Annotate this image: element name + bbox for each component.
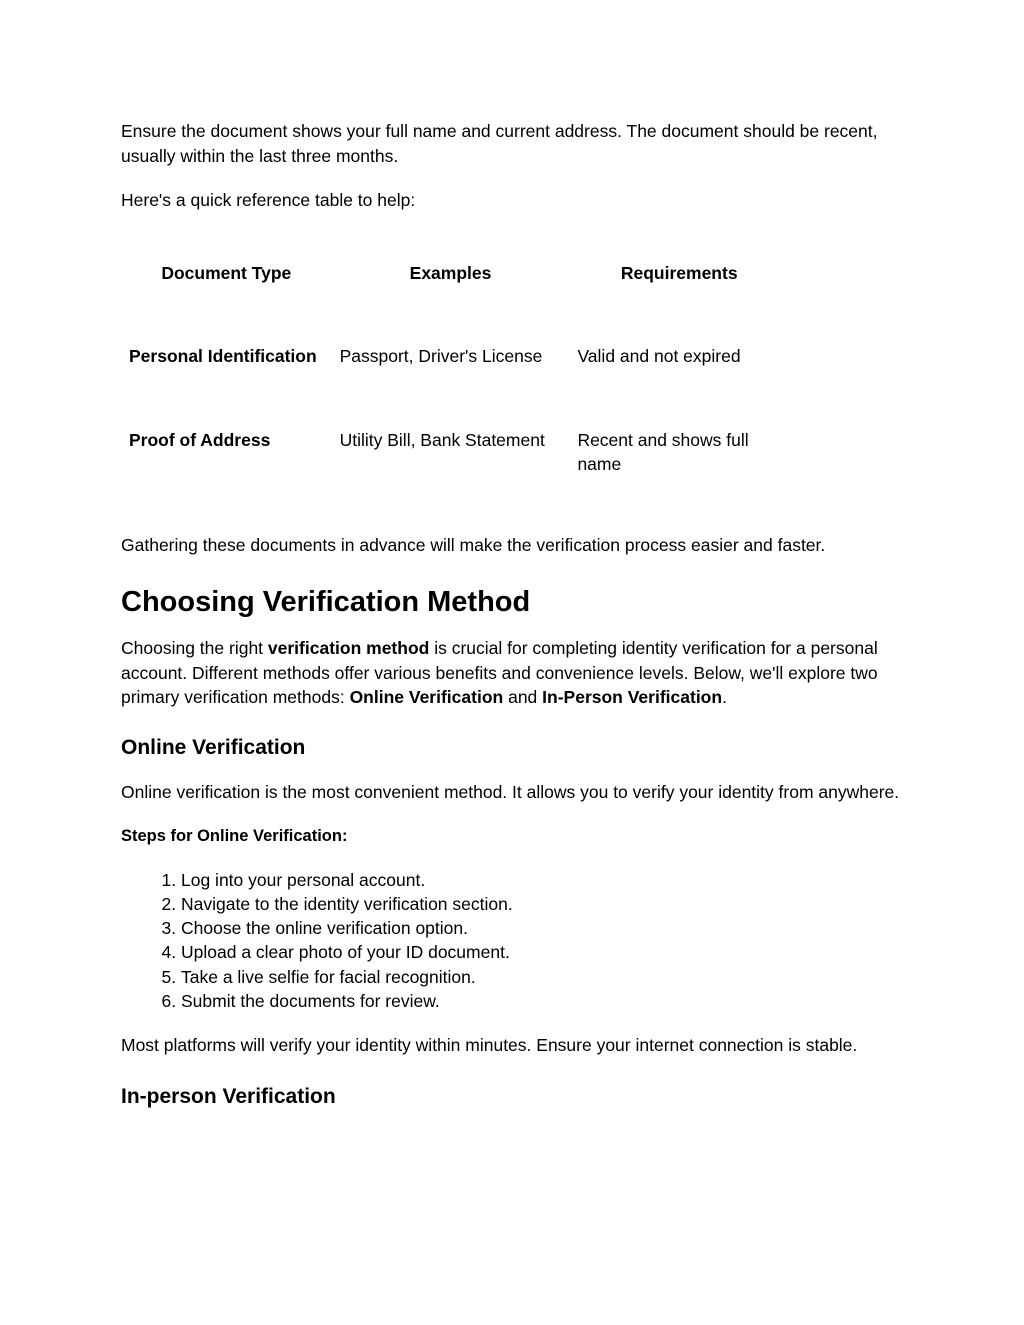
list-item: 4. Upload a clear photo of your ID document. bbox=[181, 940, 911, 964]
list-item: 3. Choose the online verification option. bbox=[181, 916, 911, 940]
table-header-row bbox=[121, 248, 789, 332]
choosing-paragraph bbox=[121, 636, 911, 710]
table-row bbox=[121, 415, 789, 523]
cell-document-type: Personal Identification bbox=[129, 346, 317, 366]
section-title: Choosing Verification Method bbox=[121, 586, 531, 618]
choosing-bold-verification-method: verification method bbox=[267, 638, 430, 658]
list-item: 1. Log into your personal account. bbox=[181, 868, 911, 892]
choosing-text-1: Choosing the right bbox=[121, 638, 268, 658]
steps-list bbox=[121, 868, 911, 1014]
intro-paragraph: Ensure the document shows your full name and current address. The document should be recent, usually within the last three months. bbox=[121, 121, 878, 166]
cell-document-type: Proof of Address bbox=[129, 429, 271, 450]
choosing-bold-in-person: In-Person Verification bbox=[542, 687, 723, 707]
document-page bbox=[121, 119, 911, 1111]
list-item: 6. Submit the documents for review. bbox=[181, 989, 911, 1013]
list-item: 2. Navigate to the identity verification section. bbox=[181, 892, 911, 916]
choosing-text-4: . bbox=[722, 687, 727, 707]
choosing-text-2: is crucial for completing identity verification for a personal account. Different methods offer various benefits and convenience levels. Below, we'll explore two primary verification methods: bbox=[121, 638, 878, 707]
online-paragraph: Online verification is the most convenient method. It allows you to verify your identity from anywhere. bbox=[121, 781, 900, 802]
choosing-bold-online: Online Verification bbox=[349, 687, 504, 707]
cell-requirements: Valid and not expired bbox=[577, 346, 741, 366]
gather-paragraph: Gathering these documents in advance will make the verification process easier and faster. bbox=[121, 534, 826, 555]
reference-intro: Here's a quick reference table to help: bbox=[121, 190, 416, 210]
table-row bbox=[121, 331, 789, 415]
online-title: Online Verification bbox=[121, 735, 306, 759]
closing-paragraph: Most platforms will verify your identity within minutes. Ensure your internet connection is stable. bbox=[121, 1035, 858, 1056]
choosing-text-3: and bbox=[503, 687, 543, 707]
cell-requirements: Recent and shows full name bbox=[577, 429, 749, 474]
header-examples: Examples bbox=[409, 262, 492, 283]
reference-table bbox=[121, 248, 789, 523]
cell-examples: Utility Bill, Bank Statement bbox=[339, 429, 545, 450]
header-requirements: Requirements bbox=[620, 262, 738, 283]
list-item: 5. Take a live selfie for facial recognition. bbox=[181, 965, 911, 989]
inperson-title: In-person Verification bbox=[121, 1084, 336, 1108]
header-document-type: Document Type bbox=[161, 262, 292, 283]
steps-heading: Steps for Online Verification: bbox=[121, 827, 348, 845]
cell-examples: Passport, Driver's License bbox=[339, 346, 543, 366]
